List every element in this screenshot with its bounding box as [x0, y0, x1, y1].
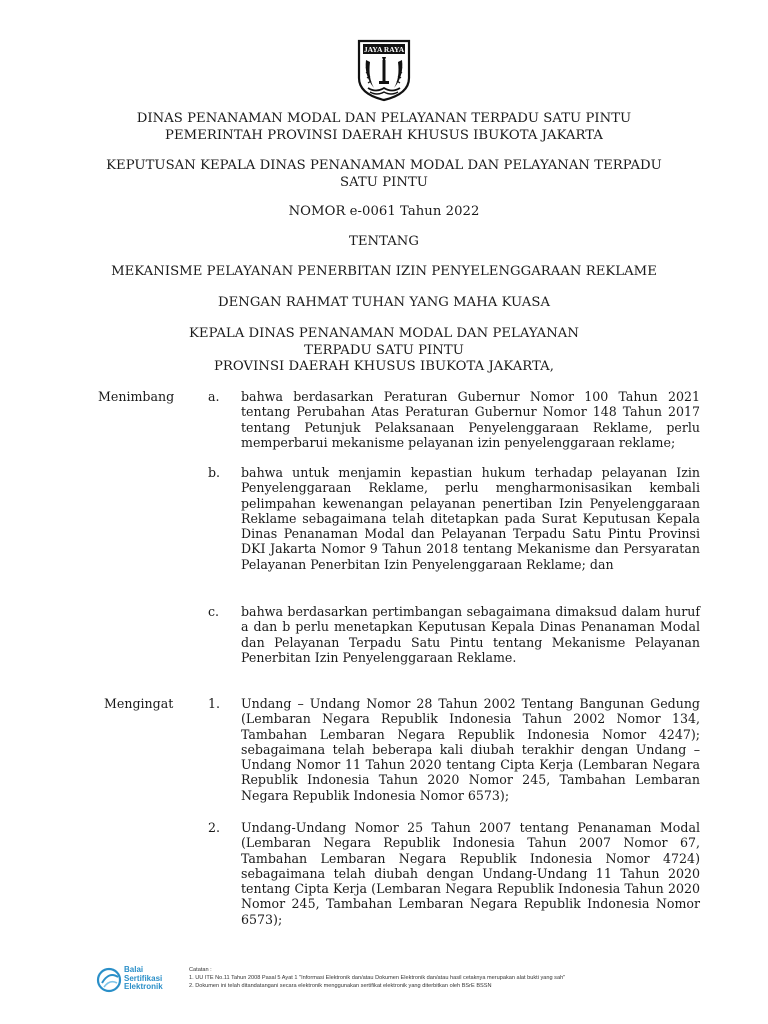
official-title-line-3: PROVINSI DAERAH KHUSUS IBUKOTA JAKARTA, [214, 359, 554, 374]
footer-notes-title: Catatan : [189, 967, 212, 973]
footer-logo-line-1: Balai [124, 965, 144, 974]
emblem-banner-text: JAYA RAYA [363, 45, 405, 54]
mengingat-item-text: Undang-Undang Nomor 25 Tahun 2007 tentang Penanaman Modal (Lembaran Negara Republik Indonesia Tahun 2007 Nomor 67, Tambahan Lembaran Negara Republik Indonesia Nomor 4724) sebagaimana telah diubah dengan Undang-Undang 11 Tahun 2020 tentang Cipta Kerja (Lembaran Negara Republik Indonesia Tahun 2020 Nomor 245, Tambahan Lembaran Negara Republik Indonesia Nomor 6573); [241, 820, 700, 927]
decree-subject: MEKANISME PELAYANAN PENERBITAN IZIN PENYELENGGARAAN REKLAME [111, 264, 657, 279]
footer-note-2: 2. Dokumen ini telah ditandatangani secara elektronik menggunakan sertifikat elektronik yang diterbitkan oleh BSrE BSSN [189, 983, 492, 989]
decree-title-line-2: SATU PINTU [340, 175, 428, 190]
menimbang-item-mark: a. [208, 389, 220, 404]
official-title-line-2: TERPADU SATU PINTU [304, 343, 464, 358]
menimbang-label: Menimbang [98, 389, 175, 404]
agency-name-line-2: PEMERINTAH PROVINSI DAERAH KHUSUS IBUKOTA JAKARTA [165, 128, 603, 143]
agency-name-line-1: DINAS PENANAMAN MODAL DAN PELAYANAN TERPADU SATU PINTU [136, 111, 632, 126]
mengingat-label: Mengingat [104, 696, 174, 711]
footer-logo-line-3: Elektronik [124, 982, 163, 992]
menimbang-item-text: bahwa untuk menjamin kepastian hukum terhadap pelayanan Izin Penyelenggaraan Reklame, perlu mengharmonisasikan kembali pelimpahan kewenangan pelayanan penertiban Izin Penyelenggaraan Reklame sebagaimana telah ditetapkan pada Surat Keputusan Kepala Dinas Penanaman Modal dan Pelayanan Terpadu Satu Pintu Provinsi DKI Jakarta Nomor 9 Tahun 2018 tentang Mekanisme dan Persyaratan Pelayanan Penerbitan Izin Penyelenggaraan Reklame; dan [241, 465, 700, 572]
about-heading: TENTANG [349, 234, 419, 249]
menimbang-item-text: bahwa berdasarkan pertimbangan sebagaimana dimaksud dalam huruf a dan b perlu menetapkan Keputusan Kepala Dinas Penanaman Modal dan Pelayanan Terpadu Satu Pintu tentang Mekanisme Pelayanan Penerbitan Izin Penyelenggaraan Reklame. [241, 604, 700, 665]
menimbang-item-mark: b. [208, 465, 221, 480]
decree-number: NOMOR e-0061 Tahun 2022 [288, 204, 480, 219]
mengingat-item-mark: 1. [208, 696, 221, 711]
footer-notes [189, 966, 729, 990]
menimbang-item-text: bahwa berdasarkan Peraturan Gubernur Nomor 100 Tahun 2021 tentang Perubahan Atas Peraturan Gubernur Nomor 148 Tahun 2017 tentang Petunjuk Pelaksanaan Penyelenggaraan Reklame, perlu memperbarui mekanisme pelayanan izin penyelenggaraan reklame; [241, 389, 700, 450]
decree-title-line-1: KEPUTUSAN KEPALA DINAS PENANAMAN MODAL DAN PELAYANAN TERPADU [106, 158, 662, 173]
official-title-line-1: KEPALA DINAS PENANAMAN MODAL DAN PELAYANAN [189, 326, 579, 341]
jakarta-coat-of-arms-icon [356, 38, 412, 102]
blessing-line: DENGAN RAHMAT TUHAN YANG MAHA KUASA [217, 295, 551, 310]
footer-note-1: 1. UU ITE No.11 Tahun 2008 Pasal 5 Ayat 1 "Informasi Elektronik dan/atau Dokumen Elektronik dan/atau hasil cetaknya merupakan alat bukti yang sah" [189, 975, 566, 981]
footer-logo-text [124, 966, 163, 992]
footer-logo-line-2: Sertifikasi [124, 973, 163, 983]
menimbang-item-mark: c. [208, 604, 220, 619]
mengingat-item-mark: 2. [208, 820, 221, 835]
mengingat-item-text: Undang – Undang Nomor 28 Tahun 2002 Tentang Bangunan Gedung (Lembaran Negara Republik Indonesia Tahun 2002 Nomor 134, Tambahan Lembaran Negara Republik Indonesia Nomor 4247); sebagaimana telah beberapa kali diubah terakhir dengan Undang – Undang Nomor 11 Tahun 2020 tentang Cipta Kerja (Lembaran Negara Republik Indonesia Tahun 2020 Nomor 245, Tambahan Lembaran Negara Republik Indonesia Nomor 6573); [241, 696, 700, 803]
